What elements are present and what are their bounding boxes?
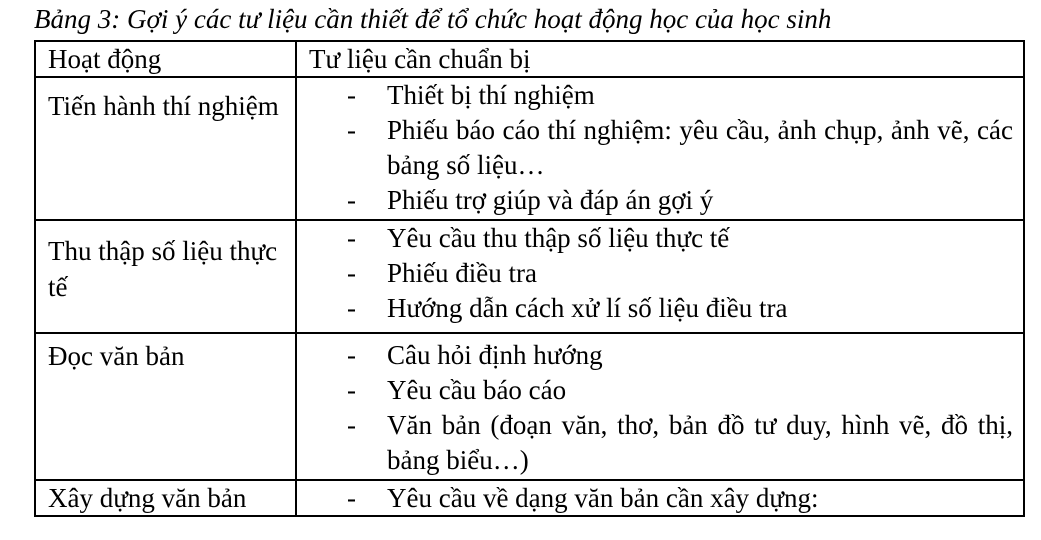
list-item-text: Yêu cầu thu thập số liệu thực tế: [387, 223, 730, 253]
activity-label: Đọc văn bản: [48, 341, 185, 371]
list-item: [297, 408, 1023, 478]
bullet-dash: -: [347, 115, 356, 145]
list-item: [297, 183, 1023, 218]
bullet-dash: -: [347, 185, 356, 215]
bullet-dash: -: [347, 375, 356, 405]
list-item-text: Thiết bị thí nghiệm: [387, 80, 595, 110]
materials-table: [34, 40, 1025, 517]
bullet-dash: -: [347, 80, 356, 110]
table-header-row: [35, 41, 1024, 77]
materials-list: [297, 481, 1023, 515]
table-caption: Bảng 3: Gợi ý các tư liệu cần thiết để tổ chức hoạt động học của học sinh: [34, 4, 832, 34]
bullet-dash: -: [347, 410, 356, 440]
list-item-text: Câu hỏi định hướng: [387, 340, 603, 370]
list-item: [297, 78, 1023, 113]
bullet-dash: -: [347, 483, 356, 513]
bullet-dash: -: [347, 258, 356, 288]
list-item-text: Văn bản (đoạn văn, thơ, bản đồ tư duy, hình vẽ, đồ thị, bảng biểu…): [387, 410, 1013, 475]
header-materials-label: Tư liệu cần chuẩn bị: [309, 44, 531, 74]
activity-cell: [35, 77, 296, 220]
materials-cell: [296, 480, 1024, 516]
activity-cell: [35, 220, 296, 333]
bullet-dash: -: [347, 340, 356, 370]
activity-label: Xây dựng văn bản: [48, 483, 247, 513]
activity-cell: [35, 480, 296, 516]
list-item: [297, 113, 1023, 183]
list-item: [297, 338, 1023, 373]
list-item: [297, 291, 1023, 326]
activity-label: Thu thập số liệu thực tế: [48, 236, 278, 302]
table-row: [35, 220, 1024, 333]
list-item: [297, 221, 1023, 256]
list-item-text: Phiếu trợ giúp và đáp án gợi ý: [387, 185, 714, 215]
bullet-dash: -: [347, 223, 356, 253]
activity-label: Tiến hành thí nghiệm: [48, 91, 279, 121]
materials-list: [297, 221, 1023, 326]
materials-list: [297, 334, 1023, 478]
list-item-text: Yêu cầu về dạng văn bản cần xây dựng:: [387, 483, 819, 513]
list-item-text: Yêu cầu báo cáo: [387, 375, 567, 405]
table-row: [35, 480, 1024, 516]
materials-cell: [296, 220, 1024, 333]
materials-cell: [296, 77, 1024, 220]
list-item: [297, 256, 1023, 291]
header-activity-cell: [35, 41, 296, 77]
list-item-text: Phiếu báo cáo thí nghiệm: yêu cầu, ảnh chụp, ảnh vẽ, các bảng số liệu…: [387, 115, 1013, 180]
header-activity-label: Hoạt động: [48, 44, 162, 74]
list-item: [297, 373, 1023, 408]
table-row: [35, 333, 1024, 480]
list-item-text: Phiếu điều tra: [387, 258, 537, 288]
list-item-text: Hướng dẫn cách xử lí số liệu điều tra: [387, 293, 788, 323]
materials-cell: [296, 333, 1024, 480]
activity-cell: [35, 333, 296, 480]
header-materials-cell: [296, 41, 1024, 77]
list-item: [297, 481, 1023, 515]
materials-list: [297, 78, 1023, 218]
table-row: [35, 77, 1024, 220]
bullet-dash: -: [347, 293, 356, 323]
